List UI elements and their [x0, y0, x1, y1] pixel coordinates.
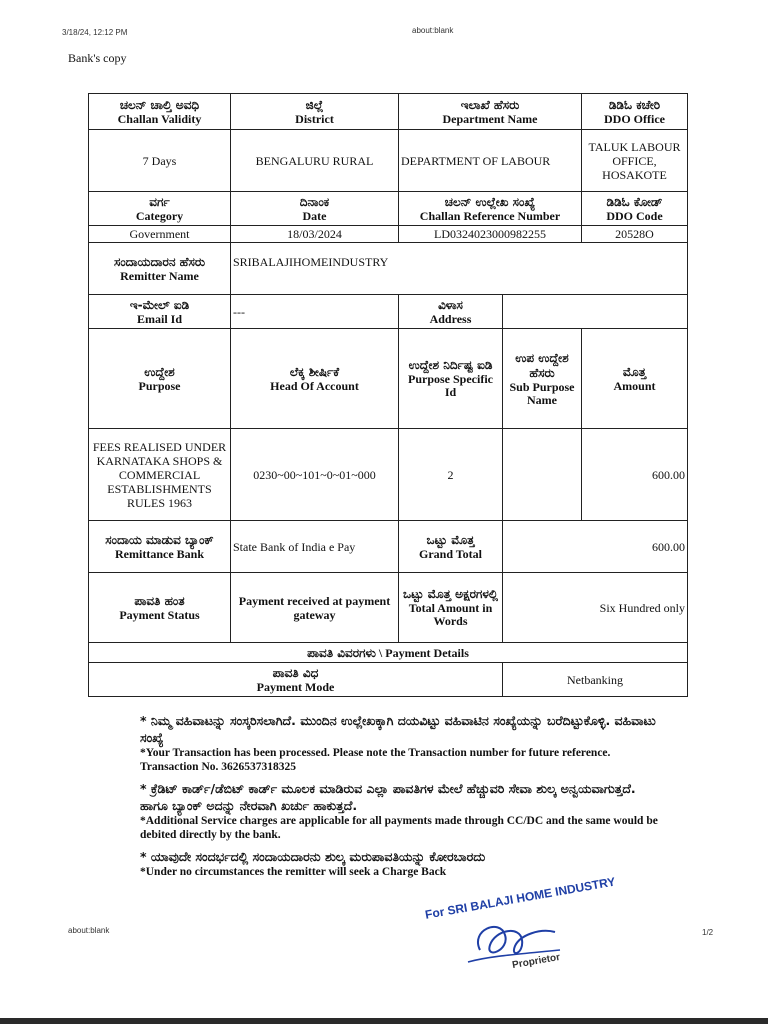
remitter-name-value: SRIBALAJIHOMEINDUSTRY [231, 243, 688, 295]
note-2-english: *Additional Service charges are applicable for all payments made through CC/DC and the same would be debited directly by the bank. [140, 815, 658, 841]
payment-status-value: Payment received at payment gateway [231, 573, 399, 643]
category-header: ವರ್ಗ Category [89, 192, 231, 226]
total-words-value: Six Hundred only [503, 573, 688, 643]
note-3-kannada: * ಯಾವುದೇ ಸಂದರ್ಭದಲ್ಲಿ ಸಂದಾಯದಾರನು ಶುಲ್ಕ ಮರುಪಾವತಿಯನ್ನು ಕೋರಬಾರದು [140, 849, 486, 864]
stamp-proprietor-label: Proprietor [511, 951, 561, 972]
proprietor-stamp [420, 874, 650, 985]
notes-section [140, 712, 660, 885]
ddo-office-header: ಡಿಡಿಓ ಕಚೇರಿ DDO Office [582, 94, 688, 130]
payment-details-header: ಪಾವತಿ ವಿವರಗಳು \ Payment Details [89, 643, 688, 663]
date-header: ದಿನಾಂಕ Date [231, 192, 399, 226]
address-value [503, 295, 688, 329]
amount-value: 600.00 [582, 429, 688, 521]
sub-purpose-name-header: ಉಪ ಉದ್ದೇಶ ಹೆಸರು Sub Purpose Name [503, 329, 582, 429]
ddo-office-value: TALUK LABOUR OFFICE, HOSAKOTE [582, 130, 688, 192]
head-of-account-header: ಲೆಕ್ಕ ಶೀರ್ಷಿಕೆ Head Of Account [231, 329, 399, 429]
email-value: --- [231, 295, 399, 329]
challan-validity-value: 7 Days [89, 130, 231, 192]
print-url: about:blank [412, 26, 454, 35]
payment-mode-header: ಪಾವತಿ ವಿಧ Payment Mode [89, 663, 503, 697]
payment-status-header: ಪಾವತಿ ಹಂತ Payment Status [89, 573, 231, 643]
total-words-header: ಒಟ್ಟು ಮೊತ್ತ ಅಕ್ಷರಗಳಲ್ಲಿ Total Amount in Words [399, 573, 503, 643]
purpose-specific-id-value: 2 [399, 429, 503, 521]
note-1-kannada: * ನಿಮ್ಮ ವಹಿವಾಟನ್ನು ಸಂಸ್ಕರಿಸಲಾಗಿದೆ. ಮುಂದಿನ ಉಲ್ಲೇಖಕ್ಕಾಗಿ ದಯವಿಟ್ಟು ವಹಿವಾಟಿನ ಸಂಖ್ಯೆಯನ್ನು ಬರೆದಿಟ್ಟುಕೊಳ್ಳಿ. ವಹಿವಾಟು ಸಂಖ್ಯೆ [140, 713, 656, 745]
challan-validity-header: ಚಲನ್ ಚಾಲ್ತಿ ಅವಧಿ Challan Validity [89, 94, 231, 130]
remitter-name-header: ಸಂದಾಯದಾರನ ಹೆಸರು Remitter Name [89, 243, 231, 295]
remittance-bank-value: State Bank of India e Pay [231, 521, 399, 573]
note-3-english: *Under no circumstances the remitter will seek a Charge Back [140, 866, 447, 878]
department-name-value: DEPARTMENT OF LABOUR [399, 130, 582, 192]
department-name-header: ಇಲಾಖೆ ಹೆಸರು Department Name [399, 94, 582, 130]
ddo-code-value: 20528O [582, 226, 688, 243]
address-header: ವಿಳಾಸ Address [399, 295, 503, 329]
note-1-english: *Your Transaction has been processed. Please note the Transaction number for future reference. Transaction No. 3626537318325 [140, 747, 611, 773]
purpose-value: FEES REALISED UNDER KARNATAKA SHOPS & COMMERCIAL ESTABLISHMENTS RULES 1963 [89, 429, 231, 521]
district-header: ಜಿಲ್ಲೆ District [231, 94, 399, 130]
note-2-kannada: * ಕ್ರೆಡಿಟ್ ಕಾರ್ಡ್/ಡೆಬಿಟ್ ಕಾರ್ಡ್ ಮೂಲಕ ಮಾಡಿರುವ ಎಲ್ಲಾ ಪಾವತಿಗಳ ಮೇಲೆ ಹೆಚ್ಚುವರಿ ಸೇವಾ ಶುಲ್ಕ ಅನ್ವಯವಾಗುತ್ತದೆ. ಹಾಗೂ ಬ್ಯಾಂಕ್ ಅದನ್ನು ನೇರವಾಗಿ ಖರ್ಚು ಹಾಕುತ್ತದೆ. [140, 781, 636, 813]
stamp-firm-name: For SRI BALAJI HOME INDUSTRY [424, 874, 617, 922]
payment-mode-value: Netbanking [503, 663, 688, 697]
challan-ref-header: ಚಲನ್ ಉಲ್ಲೇಖ ಸಂಖ್ಯೆ Challan Reference Number [399, 192, 582, 226]
grand-total-value: 600.00 [503, 521, 688, 573]
sub-purpose-name-value [503, 429, 582, 521]
footer-url: about:blank [68, 926, 110, 935]
challan-ref-value: LD0324023000982255 [399, 226, 582, 243]
footer-page-number: 1/2 [702, 928, 714, 937]
category-value: Government [89, 226, 231, 243]
challan-table [88, 93, 688, 697]
date-value: 18/03/2024 [231, 226, 399, 243]
email-header: ಇ-ಮೇಲ್ ಐಡಿ Email Id [89, 295, 231, 329]
print-timestamp: 3/18/24, 12:12 PM [62, 28, 128, 37]
district-value: BENGALURU RURAL [231, 130, 399, 192]
remittance-bank-header: ಸಂದಾಯ ಮಾಡುವ ಬ್ಯಾಂಕ್ Remittance Bank [89, 521, 231, 573]
head-of-account-value: 0230~00~101~0~01~000 [231, 429, 399, 521]
copy-label: Bank's copy [68, 51, 127, 65]
ddo-code-header: ಡಿಡಿಓ ಕೋಡ್ DDO Code [582, 192, 688, 226]
grand-total-header: ಒಟ್ಟು ಮೊತ್ತ Grand Total [399, 521, 503, 573]
scan-edge [0, 1018, 768, 1024]
amount-header: ಮೊತ್ತ Amount [582, 329, 688, 429]
purpose-header: ಉದ್ದೇಶ Purpose [89, 329, 231, 429]
purpose-specific-id-header: ಉದ್ದೇಶ ನಿರ್ದಿಷ್ಟ ಐಡಿ Purpose Specific Id [399, 329, 503, 429]
